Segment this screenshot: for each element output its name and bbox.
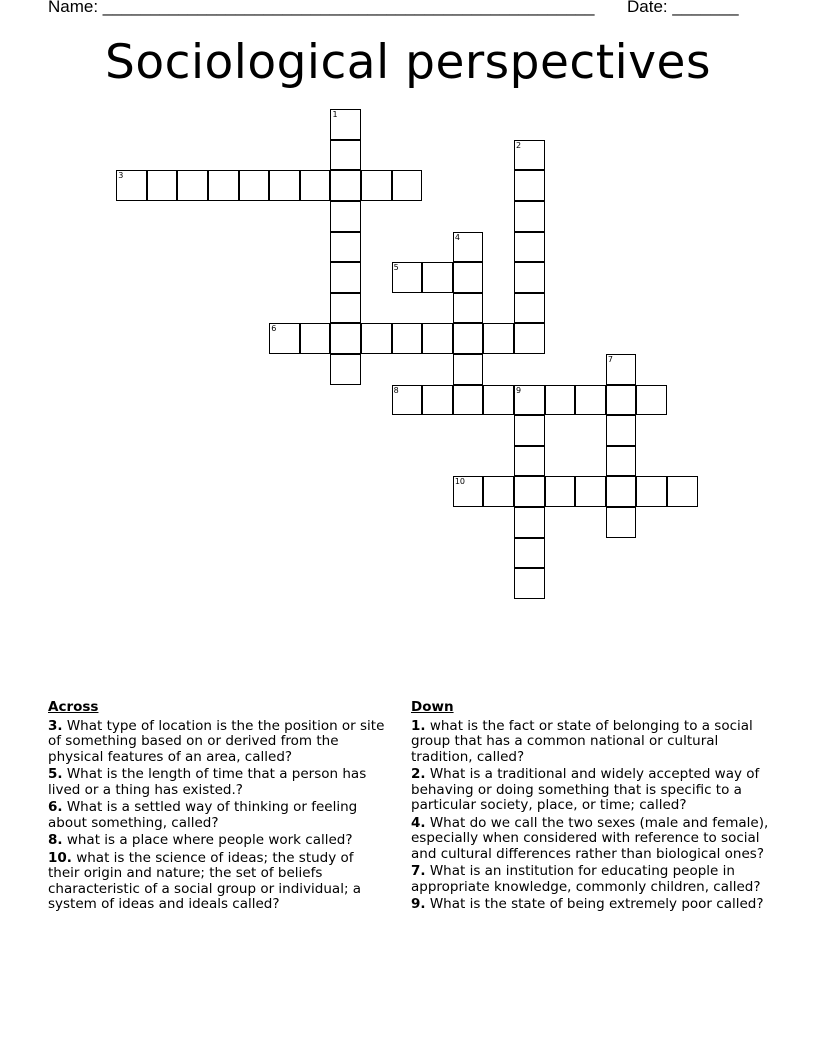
grid-cell[interactable] (239, 170, 270, 201)
grid-cell[interactable] (453, 232, 484, 263)
grid-cell[interactable] (422, 262, 453, 293)
grid-cell[interactable] (514, 538, 545, 569)
grid-cell[interactable] (330, 201, 361, 232)
grid-cell[interactable] (514, 385, 545, 416)
clue-text: what is a place where people work called? (62, 832, 353, 848)
clue-text: What is a traditional and widely accepted way of behaving or doing something that is specific to a particular society, place, or time; called? (411, 766, 760, 813)
clue-number: 5 (393, 263, 399, 273)
down-clue (411, 816, 776, 863)
clue-number: 9. (411, 896, 426, 912)
grid-cell[interactable] (453, 354, 484, 385)
clue-number: 3 (118, 171, 124, 181)
grid-cell[interactable] (392, 323, 423, 354)
clue-number: 8. (48, 832, 63, 848)
down-clue (411, 897, 776, 913)
clue-number: 8 (393, 385, 399, 395)
clue-number: 1. (411, 717, 426, 734)
across-heading: Across (48, 699, 99, 715)
clue-text: What type of location is the the position or site of something based on or derived from the physical features of an area, called? (48, 717, 385, 765)
grid-cell[interactable] (606, 354, 637, 385)
page-title: Sociological perspectives (105, 35, 711, 90)
grid-cell[interactable] (361, 170, 392, 201)
grid-cell[interactable] (514, 262, 545, 293)
clue-number: 2. (411, 766, 426, 782)
across-clue-list (48, 719, 388, 913)
date-field-label: Date: _______ (627, 0, 739, 16)
grid-cell[interactable] (116, 170, 147, 201)
clue-number: 3. (48, 717, 63, 734)
clue-number: 4 (454, 232, 460, 242)
grid-cell[interactable] (514, 170, 545, 201)
grid-cell[interactable] (330, 323, 361, 354)
clue-number: 6. (48, 799, 63, 815)
across-clues (48, 700, 388, 915)
grid-cell[interactable] (300, 323, 331, 354)
grid-cell[interactable] (514, 293, 545, 324)
grid-cell[interactable] (330, 293, 361, 324)
grid-cell[interactable] (453, 323, 484, 354)
clue-text: what is the science of ideas; the study of their origin and nature; the set of beliefs characteristic of a social group or individual; a system of ideas and ideals called? (48, 849, 362, 912)
grid-cell[interactable] (361, 323, 392, 354)
grid-cell[interactable] (330, 232, 361, 263)
grid-cell[interactable] (269, 323, 300, 354)
grid-cell[interactable] (606, 385, 637, 416)
grid-cell[interactable] (392, 262, 423, 293)
grid-cell[interactable] (453, 476, 484, 507)
grid-cell[interactable] (330, 262, 361, 293)
across-clue (48, 833, 388, 849)
name-field-label: Name: ____________________________________________________ (48, 0, 595, 16)
grid-cell[interactable] (330, 170, 361, 201)
grid-cell[interactable] (514, 446, 545, 477)
grid-cell[interactable] (453, 262, 484, 293)
clue-text: What is the length of time that a person has lived or a thing has existed.? (48, 766, 367, 798)
clue-number: 7. (411, 863, 426, 879)
grid-cell[interactable] (422, 323, 453, 354)
grid-cell[interactable] (514, 323, 545, 354)
grid-cell[interactable] (483, 385, 514, 416)
clue-text: What is the state of being extremely poor called? (425, 896, 764, 912)
grid-cell[interactable] (392, 385, 423, 416)
grid-cell[interactable] (514, 201, 545, 232)
clue-number: 6 (271, 324, 277, 334)
clue-text: What is a settled way of thinking or feeling about something, called? (48, 799, 358, 831)
down-heading: Down (411, 699, 454, 715)
grid-cell[interactable] (606, 415, 637, 446)
clue-number: 5. (48, 766, 63, 782)
down-clue (411, 767, 776, 814)
grid-cell[interactable] (269, 170, 300, 201)
clue-number: 4. (411, 814, 426, 831)
grid-cell[interactable] (606, 507, 637, 538)
grid-cell[interactable] (514, 415, 545, 446)
grid-cell[interactable] (330, 109, 361, 140)
down-clue (411, 719, 776, 766)
across-clue (48, 719, 388, 766)
clue-text: What is an institution for educating people in appropriate knowledge, commonly children, called? (411, 863, 761, 895)
grid-cell[interactable] (606, 446, 637, 477)
grid-cell[interactable] (606, 476, 637, 507)
clue-number: 9 (516, 385, 522, 395)
grid-cell[interactable] (636, 385, 667, 416)
grid-cell[interactable] (300, 170, 331, 201)
grid-cell[interactable] (392, 170, 423, 201)
clue-number: 1 (332, 110, 338, 120)
down-clues (411, 700, 776, 915)
clue-text: what is the fact or state of belonging to a social group that has a common national or cultural tradition, called? (411, 717, 753, 765)
grid-cell[interactable] (514, 568, 545, 599)
across-clue (48, 800, 388, 831)
down-clue (411, 864, 776, 895)
grid-cell[interactable] (514, 476, 545, 507)
grid-cell[interactable] (575, 385, 606, 416)
across-clue (48, 767, 388, 798)
grid-cell[interactable] (667, 476, 698, 507)
grid-cell[interactable] (208, 170, 239, 201)
clue-number: 7 (607, 355, 613, 365)
grid-cell[interactable] (545, 385, 576, 416)
grid-cell[interactable] (575, 476, 606, 507)
across-clue (48, 851, 388, 913)
grid-cell[interactable] (483, 476, 514, 507)
grid-cell[interactable] (422, 385, 453, 416)
grid-cell[interactable] (453, 385, 484, 416)
grid-cell[interactable] (514, 507, 545, 538)
grid-cell[interactable] (177, 170, 208, 201)
grid-cell[interactable] (514, 140, 545, 171)
grid-cell[interactable] (545, 476, 576, 507)
grid-cell[interactable] (330, 140, 361, 171)
down-clue-list (411, 719, 776, 913)
grid-cell[interactable] (147, 170, 178, 201)
grid-cell[interactable] (636, 476, 667, 507)
clue-number: 10 (454, 477, 466, 487)
grid-cell[interactable] (514, 232, 545, 263)
clue-number: 2 (516, 140, 522, 150)
grid-cell[interactable] (483, 323, 514, 354)
clue-text: What do we call the two sexes (male and female), especially when considered with reference to social and cultural differences rather than biological ones? (411, 814, 769, 862)
clue-number: 10. (48, 849, 72, 866)
grid-cell[interactable] (453, 293, 484, 324)
grid-cell[interactable] (330, 354, 361, 385)
